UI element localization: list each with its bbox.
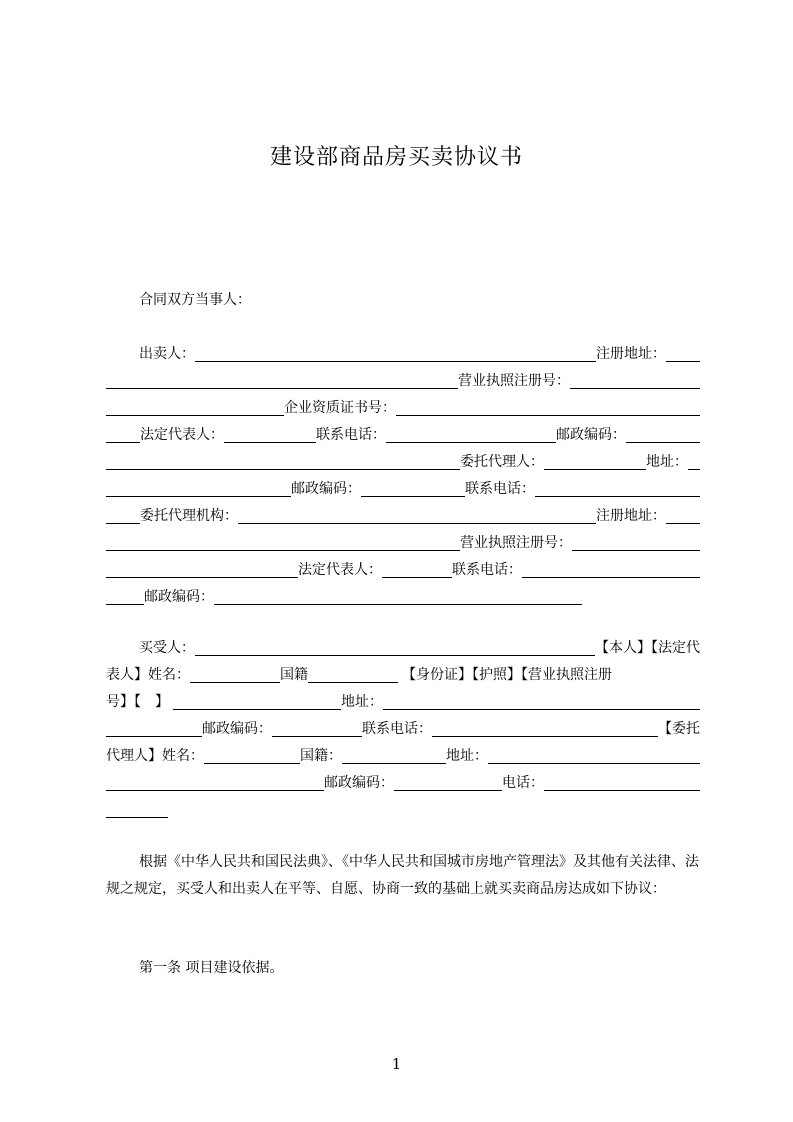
seller-agency-postcode-label: 邮政编码： — [144, 589, 214, 605]
buyer-label: 买受人： — [139, 640, 195, 656]
seller-line-4 — [106, 423, 700, 447]
buyer-id-options-close: 】 — [155, 694, 169, 710]
seller-name-field[interactable] — [195, 345, 596, 362]
seller-agency-legal-rep-field[interactable] — [382, 561, 452, 578]
seller-postcode-field[interactable] — [626, 426, 700, 443]
basis-paragraph: 根据《中华人民共和国民法典》、《中华人民共和国城市房地产管理法》及其他有关法律、法规之规定，买受人和出卖人在平等、自愿、协商一致的基础上就买卖商品房达成如下协议： — [106, 854, 699, 897]
seller-agency-legal-rep-label: 法定代表人： — [298, 562, 382, 578]
seller-line-1 — [106, 342, 700, 366]
seller-qualification-field[interactable] — [396, 399, 700, 416]
buyer-agent-name-label: 代理人】姓名： — [106, 748, 204, 764]
seller-license-field-cont[interactable] — [106, 399, 284, 416]
buyer-line-7 — [106, 798, 700, 822]
seller-postcode2-field[interactable] — [361, 480, 465, 497]
seller-license-field[interactable] — [570, 372, 700, 389]
buyer-phone-field[interactable] — [432, 720, 658, 737]
seller-agent-label: 委托代理人： — [460, 454, 544, 470]
buyer-nationality-label: 国籍 — [280, 667, 308, 683]
seller-legal-rep-field[interactable] — [224, 426, 316, 443]
seller-qualification-field-cont[interactable] — [106, 426, 140, 443]
seller-agency-license-field[interactable] — [572, 534, 700, 551]
seller-phone2-label: 联系电话： — [465, 481, 535, 497]
seller-line-8 — [106, 531, 700, 555]
seller-qualification-label: 企业资质证书号： — [284, 400, 396, 416]
seller-address-label: 地址： — [646, 454, 688, 470]
article-1-heading: 第一条 项目建设依据。 — [139, 960, 284, 976]
seller-agency-postcode-field[interactable] — [214, 588, 582, 605]
buyer-address-field[interactable] — [383, 693, 700, 710]
seller-reg-address-label: 注册地址： — [596, 346, 666, 362]
seller-line-2 — [106, 369, 700, 393]
seller-phone2-field[interactable] — [535, 480, 700, 497]
seller-postcode-field-cont[interactable] — [106, 453, 460, 470]
seller-agency-phone-field[interactable] — [522, 561, 700, 578]
buyer-line-3 — [106, 690, 700, 714]
buyer-address-field-cont[interactable] — [106, 720, 202, 737]
seller-line-10 — [106, 585, 700, 609]
buyer-line-5 — [106, 744, 700, 768]
seller-legal-rep-label: 法定代表人： — [140, 427, 224, 443]
buyer-name-label: 表人】姓名： — [106, 667, 190, 683]
seller-label: 出卖人： — [139, 346, 195, 362]
seller-agency-license-label: 营业执照注册号： — [460, 535, 572, 551]
buyer-nationality-field[interactable] — [308, 666, 398, 683]
buyer-name-field[interactable] — [195, 639, 595, 656]
buyer-agent-postcode-label: 邮政编码： — [324, 775, 394, 791]
seller-license-label: 营业执照注册号： — [458, 373, 570, 389]
buyer-line-4 — [106, 717, 700, 741]
buyer-id-options-cont: 号】【 — [106, 694, 141, 710]
seller-agency-reg-address-field[interactable] — [666, 507, 700, 524]
parties-heading: 合同双方当事人： — [139, 292, 251, 308]
seller-phone-label: 联系电话： — [316, 427, 386, 443]
buyer-agent-phone-field-cont[interactable] — [106, 801, 168, 818]
buyer-agent-address-label: 地址： — [446, 748, 488, 764]
seller-phone-field[interactable] — [386, 426, 556, 443]
buyer-person-name-field[interactable] — [190, 666, 280, 683]
seller-line-7 — [106, 504, 700, 528]
buyer-agent-phone-field[interactable] — [544, 774, 700, 791]
buyer-postcode-label: 邮政编码： — [202, 721, 272, 737]
seller-line-3 — [106, 396, 700, 420]
buyer-agent-option: 【委托 — [658, 721, 700, 737]
document-title: 建设部商品房买卖协议书 — [269, 145, 523, 170]
buyer-agent-postcode-field[interactable] — [394, 774, 502, 791]
buyer-agent-nationality-label: 国籍： — [300, 748, 342, 764]
buyer-id-number-field[interactable] — [173, 693, 341, 710]
seller-address-field-cont[interactable] — [106, 480, 291, 497]
seller-reg-address-field-cont[interactable] — [106, 372, 458, 389]
seller-agency-reg-address-field-cont[interactable] — [106, 534, 460, 551]
buyer-id-options: 【身份证】【护照】【营业执照注册 — [402, 667, 612, 683]
seller-agency-license-field-cont[interactable] — [106, 561, 298, 578]
buyer-agent-phone-label: 电话： — [502, 775, 544, 791]
seller-line-5 — [106, 450, 700, 474]
seller-reg-address-field[interactable] — [666, 345, 700, 362]
buyer-agent-name-field[interactable] — [204, 747, 300, 764]
buyer-agent-nationality-field[interactable] — [342, 747, 446, 764]
buyer-agent-address-field[interactable] — [488, 747, 700, 764]
buyer-address-label: 地址： — [341, 694, 383, 710]
buyer-line-6 — [106, 771, 700, 795]
buyer-line-1 — [106, 636, 700, 660]
buyer-line-2 — [106, 663, 700, 687]
seller-postcode-label: 邮政编码： — [556, 427, 626, 443]
seller-postcode2-label: 邮政编码： — [291, 481, 361, 497]
seller-address-field[interactable] — [688, 453, 700, 470]
seller-agency-phone-label: 联系电话： — [452, 562, 522, 578]
seller-agency-reg-address-label: 注册地址： — [596, 508, 666, 524]
page-number: 1 — [391, 1055, 402, 1073]
seller-agency-label: 委托代理机构： — [140, 508, 238, 524]
seller-agent-field[interactable] — [544, 453, 646, 470]
buyer-postcode-field[interactable] — [272, 720, 362, 737]
seller-line-9 — [106, 558, 700, 582]
seller-line-6 — [106, 477, 700, 501]
seller-agency-field[interactable] — [238, 507, 596, 524]
seller-phone2-field-cont[interactable] — [106, 507, 140, 524]
buyer-agent-address-field-cont[interactable] — [106, 774, 324, 791]
buyer-phone-label: 联系电话： — [362, 721, 432, 737]
seller-agency-phone-field-cont[interactable] — [106, 588, 144, 605]
buyer-role-options: 【本人】【法定代 — [595, 640, 700, 656]
